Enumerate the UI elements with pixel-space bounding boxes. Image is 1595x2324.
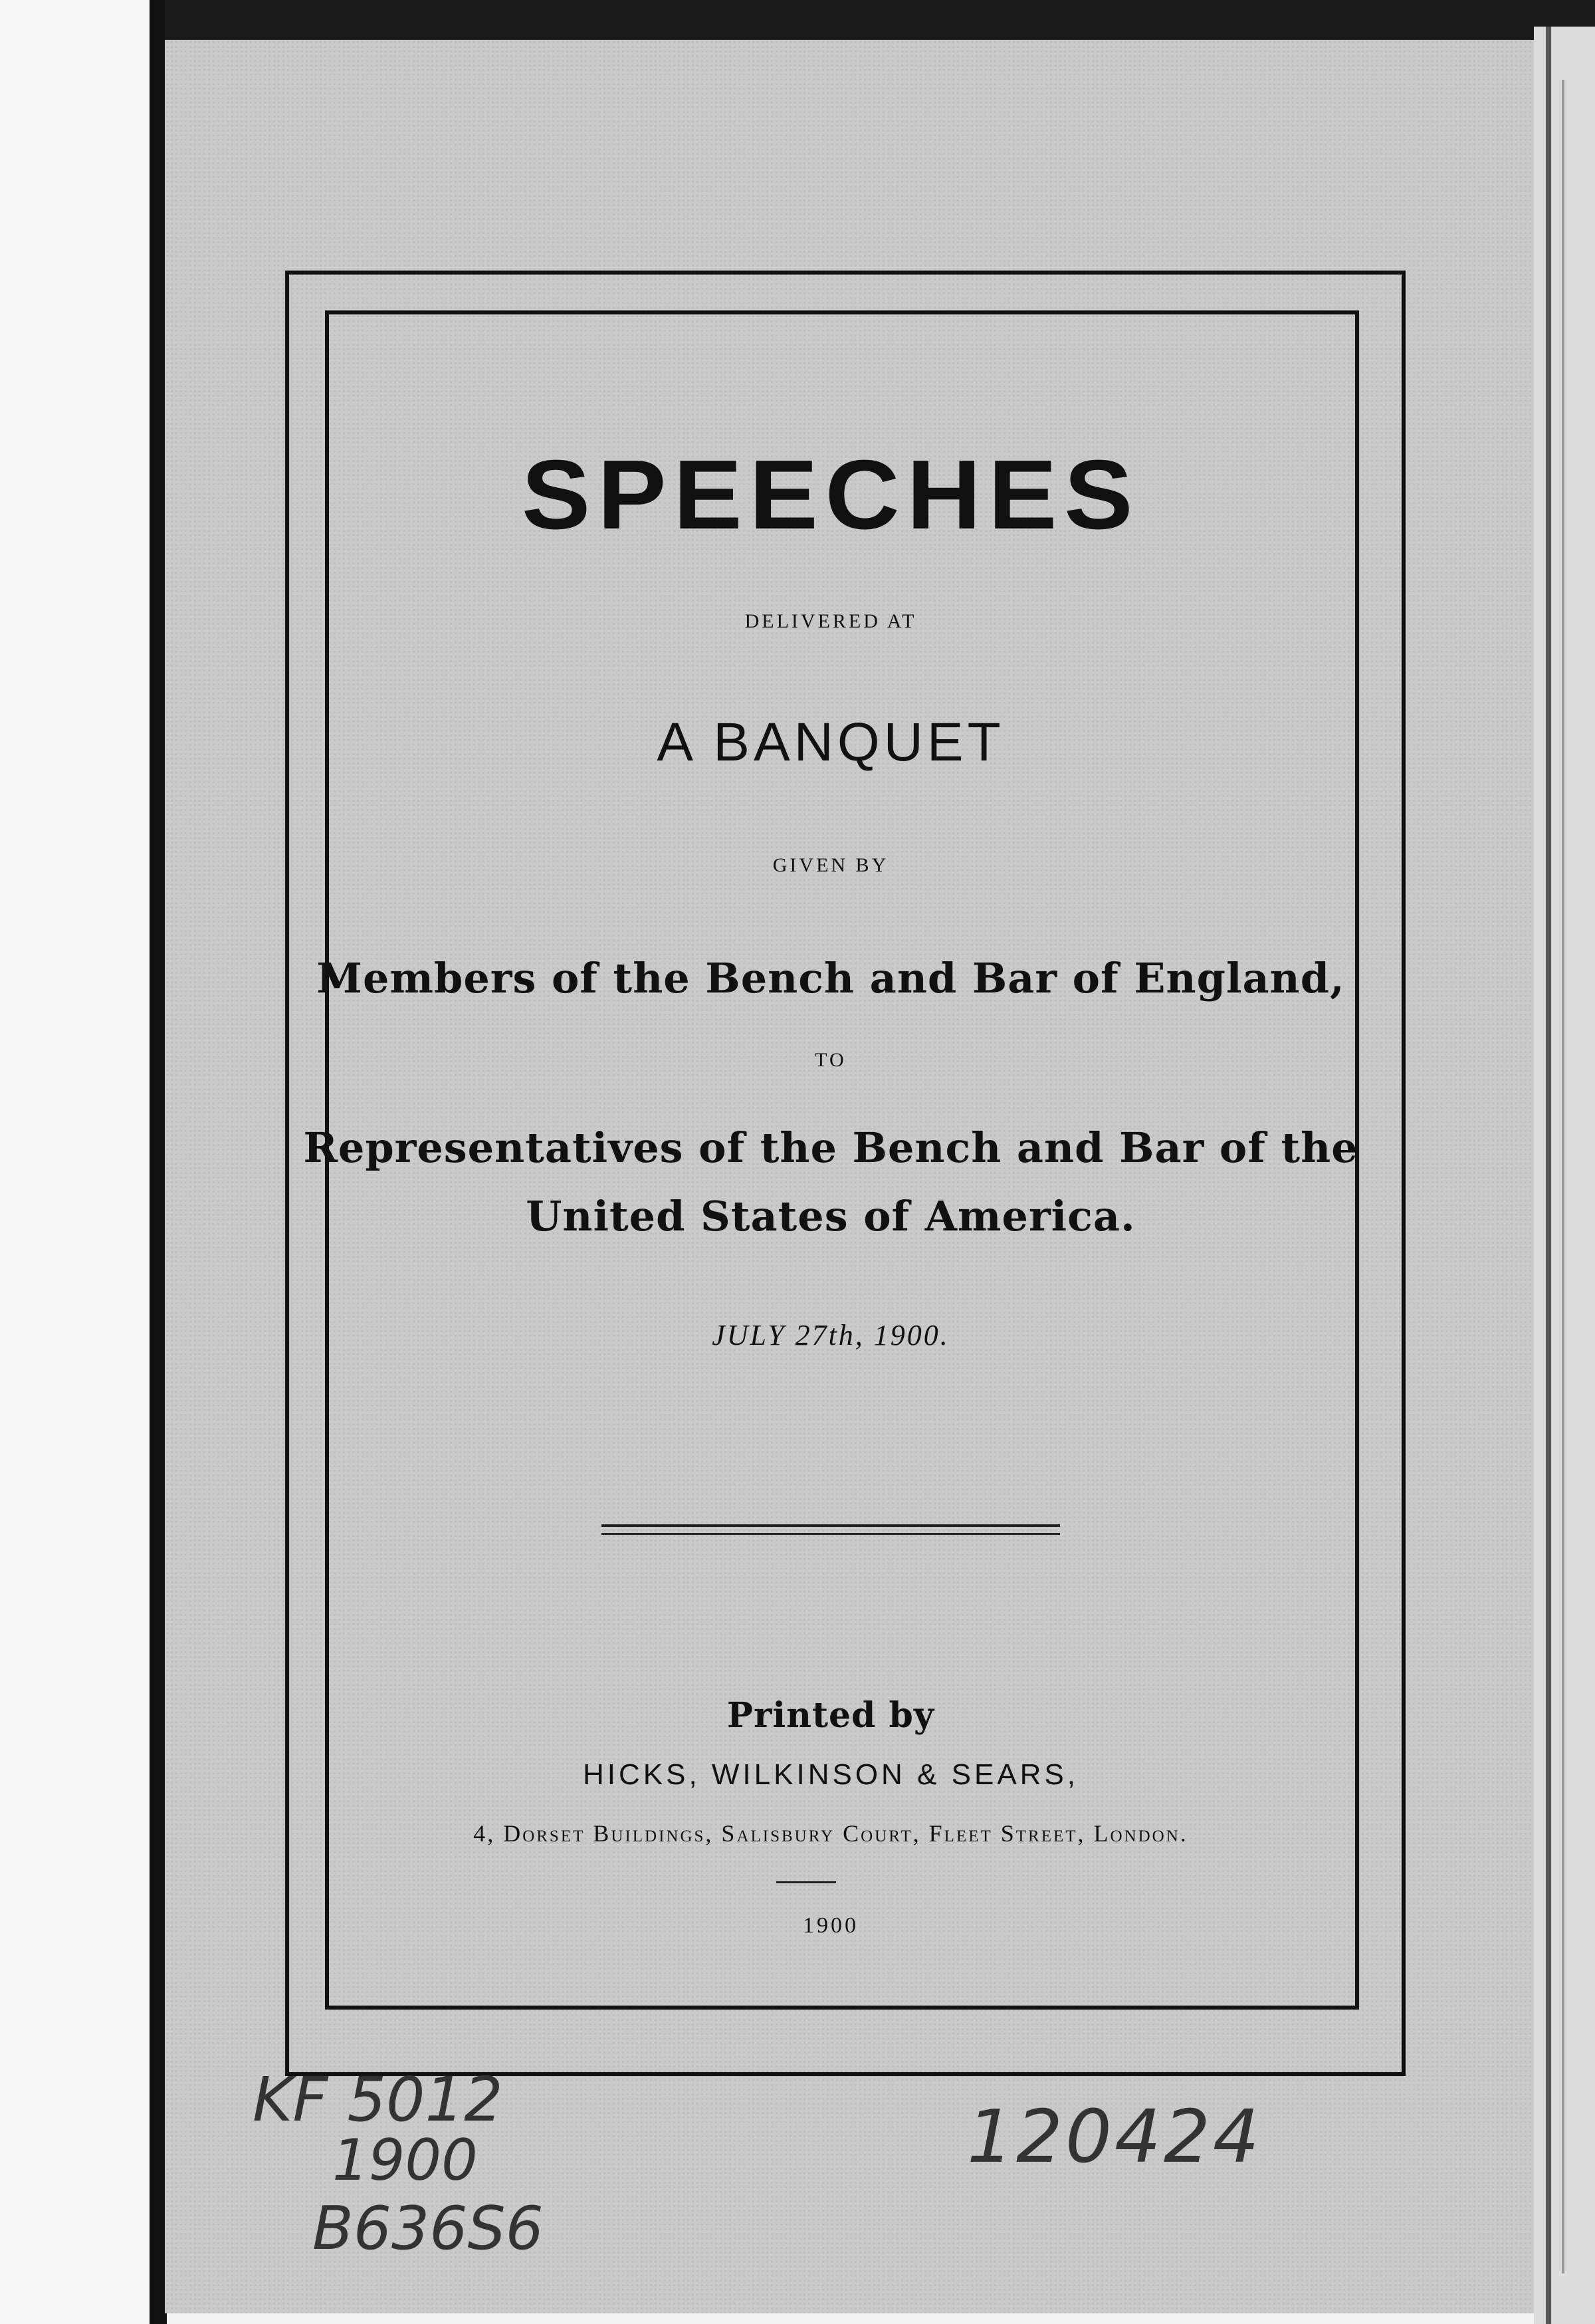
printer-name: HICKS, WILKINSON & SEARS, — [582, 1758, 1079, 1791]
to-label: TO — [815, 1049, 847, 1071]
divider-rule-top — [601, 1524, 1060, 1527]
divider-rule-bottom — [601, 1533, 1060, 1535]
guests-line-1: Representatives of the Bench and Bar of the — [303, 1123, 1358, 1172]
guests-line-2: United States of America. — [526, 1192, 1136, 1240]
call-number-line-3: B636S6 — [312, 2194, 544, 2264]
event-name: A BANQUET — [657, 712, 1005, 772]
hosts-line: Members of the Bench and Bar of England, — [316, 954, 1345, 1002]
given-by-label: GIVEN BY — [772, 854, 889, 876]
accession-number: 120424 — [967, 2094, 1262, 2179]
publication-year: 1900 — [803, 1913, 859, 1938]
call-number-line-2: 1900 — [332, 2127, 478, 2194]
cover-title: SPEECHES — [521, 440, 1140, 550]
printed-by-label: Printed by — [726, 1695, 935, 1736]
printer-address: 4, Dorset Buildings, Salisbury Court, Fleet Street, London. — [473, 1820, 1188, 1847]
delivered-at-label: DELIVERED AT — [744, 610, 917, 632]
call-number-line-1: KF 5012 — [253, 2064, 503, 2135]
short-divider — [776, 1881, 836, 1883]
event-date: JULY 27th, 1900. — [712, 1319, 950, 1351]
